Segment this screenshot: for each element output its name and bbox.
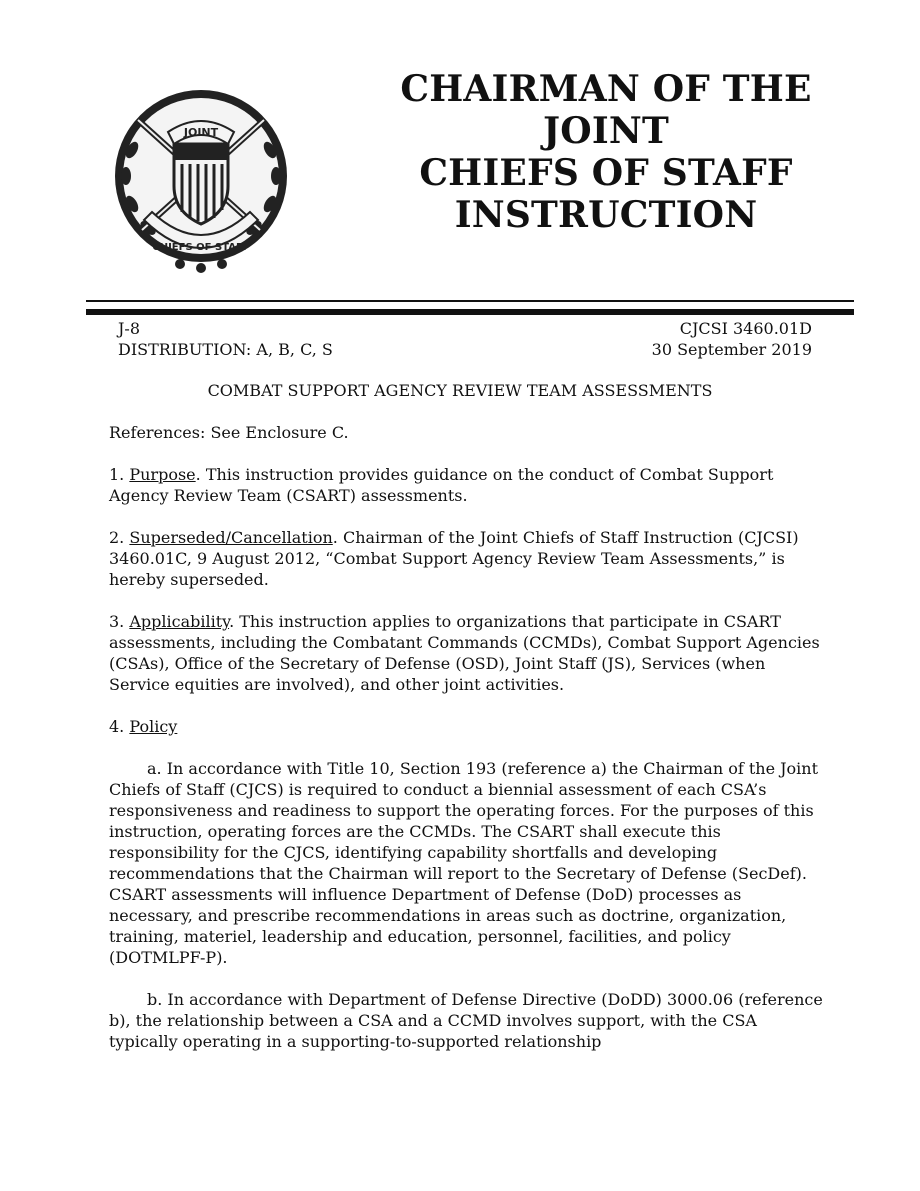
document-date: 30 September 2019: [651, 340, 812, 359]
section-heading: Policy: [129, 717, 178, 736]
directorate: J-8: [118, 319, 140, 338]
section-superseded: [109, 527, 827, 590]
section-applicability: [109, 611, 827, 695]
svg-text:CHIEFS OF STAFF: CHIEFS OF STAFF: [152, 242, 250, 253]
header-left-block: [118, 318, 333, 360]
title-line-1: CHAIRMAN OF THE JOINT: [400, 68, 812, 152]
section-number: 2.: [109, 528, 130, 547]
header-rule-thin: [86, 300, 854, 302]
title-line-2: CHIEFS OF STAFF: [419, 152, 793, 194]
header-rule-thick: [86, 309, 854, 315]
policy-paragraph-b: b. In accordance with Department of Defense Directive (DoDD) 3000.06 (reference b), the relationship between a CSA and a CCMD involves support, with the CSA typically operating in a supporting-to-supported relationship: [109, 990, 823, 1051]
section-text: . This instruction provides guidance on the conduct of Combat Support Agency Review Team (CSART) assessments.: [109, 465, 774, 505]
section-number: 1.: [109, 465, 130, 484]
header-right-block: [652, 318, 812, 360]
document-body: [109, 422, 827, 1073]
title-line-3: INSTRUCTION: [454, 194, 758, 236]
section-number: 3.: [109, 612, 130, 631]
document-number: CJCSI 3460.01D: [679, 319, 812, 338]
section-number: 4.: [109, 717, 130, 736]
policy-paragraph-a: a. In accordance with Title 10, Section 193 (reference a) the Chairman of the Joint Chiefs of Staff (CJCS) is required to conduct a biennial assessment of each CSA’s responsiveness and readiness to support the operating forces. For the purposes of this instruction, operating forces are the CCMDs. The CSART shall execute this responsibility for the CJCS, identifying capability shortfalls and developing recommendations that the Chairman will report to the Secretary of Defense (SecDef). CSART assessments will influence Department of Defense (DoD) processes as necessary, and prescribe recommendations in areas such as doctrine, organization, training, materiel, leadership and education, personnel, facilities, and policy (DOTMLPF-P).: [109, 759, 819, 967]
section-purpose: [109, 464, 827, 506]
section-heading: Superseded/Cancellation: [129, 528, 333, 547]
distribution: DISTRIBUTION: A, B, C, S: [118, 340, 333, 359]
section-policy: [109, 716, 827, 737]
references: References: See Enclosure C.: [109, 423, 349, 442]
section-text: . Chairman of the Joint Chiefs of Staff Instruction (CJCSI) 3460.01C, 9 August 2012, “Combat Support Agency Review Team Assessments,” is hereby superseded.: [109, 528, 799, 589]
joint-chiefs-of-staff-seal-icon: [110, 80, 292, 278]
instruction-title: [340, 68, 872, 236]
svg-text:JOINT: JOINT: [183, 126, 219, 139]
document-title: COMBAT SUPPORT AGENCY REVIEW TEAM ASSESSMENTS: [207, 381, 713, 400]
section-text: . This instruction applies to organizations that participate in CSART assessments, including the Combatant Commands (CCMDs), Combat Support Agencies (CSAs), Office of the Secretary of Defense (OSD), Joint Staff (JS), Services (when Service equities are involved), and other joint activities.: [109, 612, 820, 694]
section-heading: Applicability: [129, 612, 230, 631]
section-heading: Purpose: [129, 465, 196, 484]
